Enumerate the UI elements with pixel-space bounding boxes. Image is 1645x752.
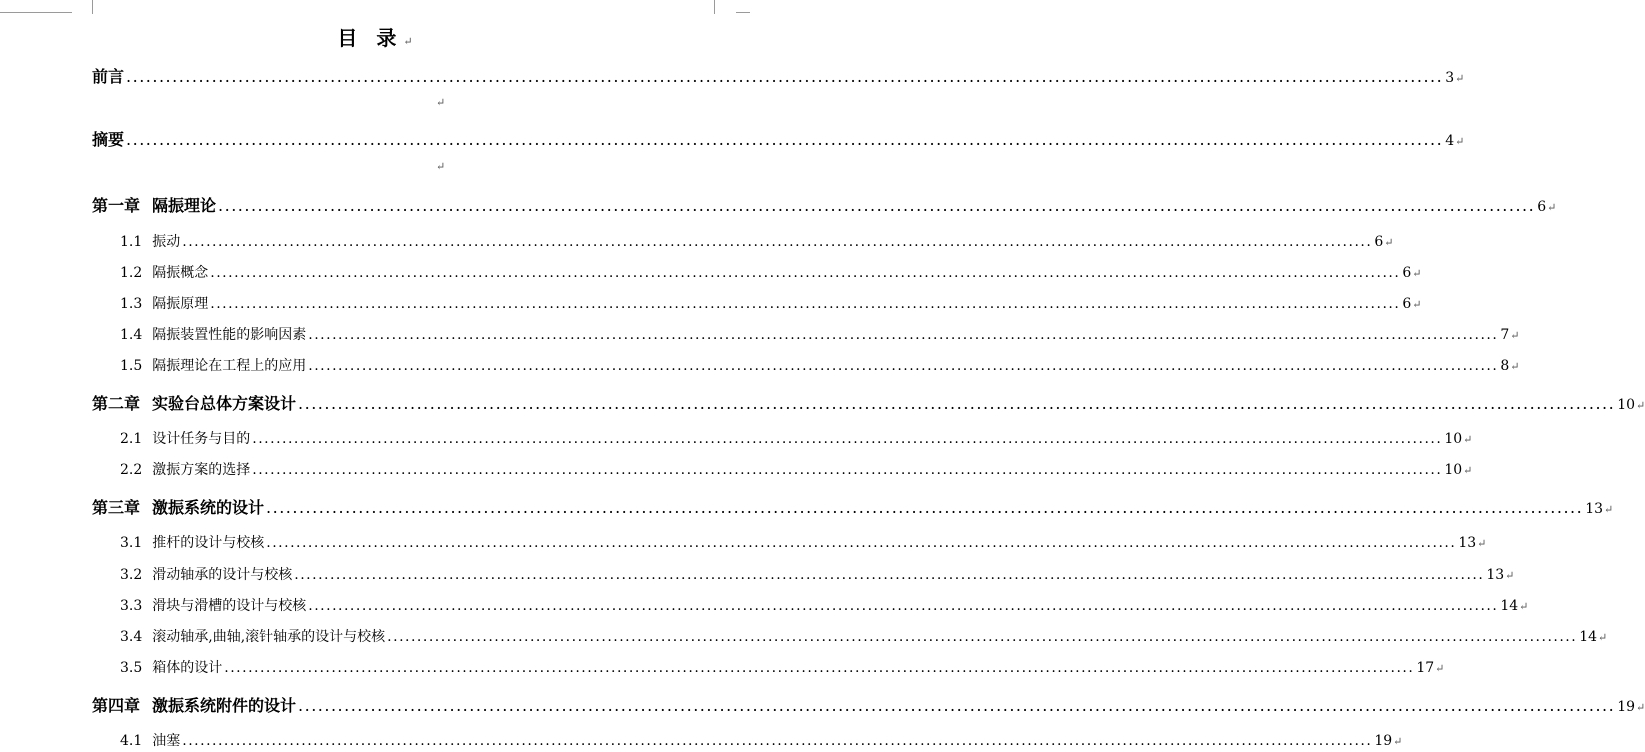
dot-leader: ........................................................................................................................................................................................................ (308, 598, 1499, 614)
dot-leader: ........................................................................................................................................................................................................ (126, 130, 1444, 149)
paragraph-mark-icon: ↵ (1477, 537, 1487, 550)
toc-entry-title: 摘要 (92, 130, 125, 149)
toc-entry-title: 隔振理论在工程上的应用 (152, 358, 307, 374)
dot-leader: ........................................................................................................................................................................................................ (182, 234, 1373, 250)
paragraph-mark-icon: ↵ (1598, 631, 1608, 644)
crop-mark-top-right-v (714, 0, 715, 14)
toc-section-entry[interactable] (120, 532, 1487, 552)
toc-section-entry[interactable] (120, 626, 1608, 646)
toc-entry-page-number: 4 (1445, 133, 1455, 149)
toc-entry-title: 振动 (152, 234, 181, 250)
toc-entry-page-number: 17 (1416, 660, 1435, 676)
toc-entry-page-number: 8 (1500, 358, 1510, 374)
dot-leader: ........................................................................................................................................................................................................ (210, 265, 1401, 281)
toc-entry-number: 1.5 (120, 358, 143, 374)
toc-entry-title: 油塞 (152, 733, 181, 749)
toc-entry-number: 3.4 (120, 629, 143, 645)
toc-entry-number: 2.2 (120, 462, 143, 478)
toc-section-entry[interactable] (120, 231, 1394, 251)
toc-chapter-entry[interactable] (92, 693, 1645, 716)
dot-leader: ........................................................................................................................................................................................................ (126, 67, 1444, 86)
toc-entry-title: 前言 (92, 67, 125, 86)
toc-entry-number: 3.1 (120, 535, 143, 551)
toc-entry-page-number: 14 (1579, 629, 1598, 645)
dot-leader: ........................................................................................................................................................................................................ (224, 660, 1415, 676)
toc-entry-page-number: 3 (1445, 70, 1455, 86)
toc-entry-page-number: 13 (1486, 567, 1505, 583)
paragraph-mark-icon: ↵ (1463, 433, 1473, 446)
blank-paragraph-mark-icon: ↵ (436, 96, 446, 109)
toc-entry-page-number: 7 (1500, 327, 1510, 343)
paragraph-mark-icon: ↵ (1412, 298, 1422, 311)
toc-entry-title: 激振方案的选择 (152, 462, 251, 478)
dot-leader: ........................................................................................................................................................................................................ (266, 535, 1457, 551)
toc-entry-number: 2.1 (120, 431, 143, 447)
toc-section-entry[interactable] (120, 324, 1520, 344)
toc-chapter-entry[interactable] (92, 64, 1465, 87)
blank-paragraph-mark-icon: ↵ (436, 160, 446, 173)
toc-entry-page-number: 6 (1374, 234, 1384, 250)
dot-leader: ........................................................................................................................................................................................................ (218, 196, 1536, 215)
toc-entry-number: 1.4 (120, 327, 143, 343)
crop-mark-top-left-h (0, 12, 72, 13)
toc-entry-title: 滑块与滑槽的设计与校核 (152, 598, 307, 614)
paragraph-mark-icon: ↵ (1636, 701, 1645, 714)
paragraph-mark-icon: ↵ (1384, 236, 1394, 249)
dot-leader: ........................................................................................................................................................................................................ (266, 498, 1584, 517)
toc-entry-title: 激振系统附件的设计 (152, 696, 297, 715)
toc-section-entry[interactable] (120, 657, 1445, 677)
page-title-text: 目 录 (337, 26, 403, 50)
toc-entry-page-number: 6 (1537, 199, 1547, 215)
dot-leader: ........................................................................................................................................................................................................ (252, 431, 1443, 447)
paragraph-mark-icon: ↵ (1636, 399, 1645, 412)
toc-entry-number: 第二章 (92, 394, 141, 413)
paragraph-mark-icon: ↵ (1547, 201, 1557, 214)
paragraph-mark-icon: ↵ (1463, 464, 1473, 477)
toc-entry-page-number: 10 (1444, 462, 1463, 478)
dot-leader: ........................................................................................................................................................................................................ (210, 296, 1401, 312)
toc-entry-title: 滑动轴承的设计与校核 (152, 567, 293, 583)
toc-entry-page-number: 13 (1458, 535, 1477, 551)
toc-entry-number: 1.3 (120, 296, 143, 312)
toc-entry-page-number: 10 (1617, 397, 1636, 413)
dot-leader: ........................................................................................................................................................................................................ (298, 394, 1616, 413)
toc-entry-title: 箱体的设计 (152, 660, 223, 676)
toc-entry-title: 激振系统的设计 (152, 498, 265, 517)
toc-entry-number: 3.5 (120, 660, 143, 676)
toc-section-entry[interactable] (120, 355, 1520, 375)
dot-leader: ........................................................................................................................................................................................................ (308, 358, 1499, 374)
toc-chapter-entry[interactable] (92, 127, 1465, 150)
toc-entry-title: 隔振理论 (152, 196, 217, 215)
toc-section-entry[interactable] (120, 262, 1422, 282)
toc-section-entry[interactable] (120, 459, 1473, 479)
toc-entry-title: 推杆的设计与校核 (152, 535, 265, 551)
dot-leader: ........................................................................................................................................................................................................ (387, 629, 1578, 645)
toc-chapter-entry[interactable] (92, 391, 1645, 414)
toc-entry-number: 1.2 (120, 265, 143, 281)
toc-entry-title: 实验台总体方案设计 (152, 394, 297, 413)
toc-entry-page-number: 6 (1402, 296, 1412, 312)
toc-entry-number: 3.2 (120, 567, 143, 583)
toc-section-entry[interactable] (120, 428, 1473, 448)
dot-leader: ........................................................................................................................................................................................................ (308, 327, 1499, 343)
paragraph-mark-icon: ↵ (1604, 503, 1614, 516)
paragraph-mark-icon: ↵ (1393, 735, 1403, 748)
paragraph-mark-icon: ↵ (1455, 135, 1465, 148)
page-title (0, 22, 750, 51)
toc-entry-number: 4.1 (120, 733, 143, 749)
paragraph-mark-icon: ↵ (1510, 329, 1520, 342)
toc-entry-page-number: 6 (1402, 265, 1412, 281)
toc-entry-page-number: 10 (1444, 431, 1463, 447)
paragraph-mark-icon: ↵ (1455, 72, 1465, 85)
toc-entry-title: 隔振概念 (152, 265, 209, 281)
paragraph-mark-icon: ↵ (1505, 569, 1515, 582)
toc-entry-number: 1.1 (120, 234, 143, 250)
toc-chapter-entry[interactable] (92, 495, 1614, 518)
toc-section-entry[interactable] (120, 293, 1422, 313)
dot-leader: ........................................................................................................................................................................................................ (294, 567, 1485, 583)
paragraph-mark-icon: ↵ (1519, 600, 1529, 613)
toc-section-entry[interactable] (120, 564, 1515, 584)
crop-mark-top-left-v (92, 0, 93, 14)
crop-mark-top-right-h (736, 12, 750, 13)
toc-entry-title: 隔振装置性能的影响因素 (152, 327, 307, 343)
dot-leader: ........................................................................................................................................................................................................ (252, 462, 1443, 478)
toc-entry-number: 第三章 (92, 498, 141, 517)
toc-chapter-entry[interactable] (92, 193, 1557, 216)
toc-entry-number: 3.3 (120, 598, 143, 614)
toc-entry-page-number: 14 (1500, 598, 1519, 614)
toc-section-entry[interactable] (120, 595, 1529, 615)
dot-leader: ........................................................................................................................................................................................................ (298, 696, 1616, 715)
paragraph-mark-icon: ↵ (1510, 360, 1520, 373)
dot-leader: ........................................................................................................................................................................................................ (182, 733, 1373, 749)
toc-entry-title: 设计任务与目的 (152, 431, 251, 447)
toc-entry-title: 隔振原理 (152, 296, 209, 312)
paragraph-mark-icon: ↵ (1412, 267, 1422, 280)
paragraph-mark-icon: ↵ (403, 35, 413, 48)
paragraph-mark-icon: ↵ (1435, 662, 1445, 675)
toc-entry-page-number: 19 (1374, 733, 1393, 749)
toc-section-entry[interactable] (120, 730, 1403, 750)
toc-entry-title: 滚动轴承,曲轴,滚针轴承的设计与校核 (152, 629, 386, 645)
toc-entry-page-number: 19 (1617, 699, 1636, 715)
toc-entry-number: 第一章 (92, 196, 141, 215)
toc-entry-number: 第四章 (92, 696, 141, 715)
toc-entry-page-number: 13 (1585, 501, 1604, 517)
